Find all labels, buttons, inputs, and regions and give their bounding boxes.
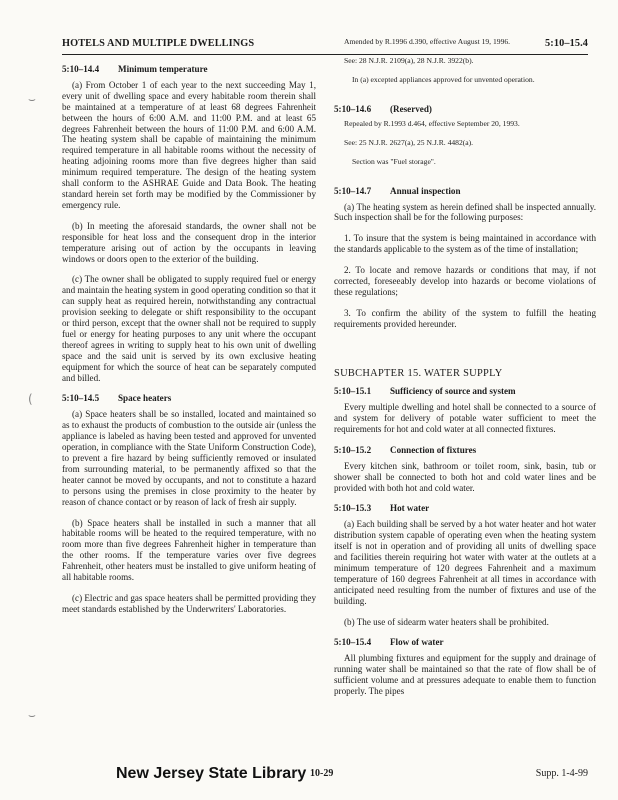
section-heading: [62, 393, 316, 404]
history-note: Repealed by R.1993 d.464, effective September 20, 1993.: [344, 118, 520, 128]
section-number: 5:10–15.4: [334, 637, 372, 648]
subchapter-heading: SUBCHAPTER 15. WATER SUPPLY: [334, 367, 503, 379]
page-footer: [0, 765, 618, 787]
paragraph: (b) In meeting the aforesaid standards, the owner shall not be responsible for heat loss and the consequent drop in the interior temperature arising out of action by the occupants in leaving windows or doors open to the exterior of the building.: [62, 220, 316, 264]
paragraph: (b) Space heaters shall be installed in such a manner that all habitable rooms will be heated to the required temperature, with no room more than five degrees Fahrenheit higher in temperature than the other rooms. If the temperature varies over five degrees Fahrenheit, other heaters must be installed to give uniform heating of all habitable rooms.: [62, 517, 316, 583]
paragraph: (c) Electric and gas space heaters shall be permitted providing they meet standards established by the Underwriters' Laboratories.: [62, 592, 316, 614]
right-column: [334, 38, 596, 707]
section-title: Sufficiency of source and system: [390, 386, 516, 397]
section-title: Annual inspection: [390, 185, 461, 196]
supplement-date: Supp. 1-4-99: [535, 768, 588, 779]
section-range: 5:10–15.4: [545, 38, 588, 49]
section-heading: [334, 445, 596, 456]
paragraph: (a) Each building shall be served by a hot water heater and hot water distribution system capable of operating even when the heating system itself is not in operation and of providing all units of dwelling space and facilities therein requiring hot water with water at the outlets at a minimum temperature of 120 degrees Fahrenheit and a maximum temperature of 160 degrees Fahrenheit at all times in accordance with anticipated need resulting from the number of fixtures and use of the building.: [334, 519, 596, 606]
history-note: Amended by R.1996 d.390, effective August 19, 1996.: [344, 37, 511, 46]
section-title: Connection of fixtures: [390, 444, 477, 455]
section-title: Minimum temperature: [118, 64, 208, 74]
section-title: (Reserved): [390, 103, 432, 114]
binder-hole-mark: ⌣: [28, 708, 36, 722]
binder-hole-mark: (: [28, 392, 33, 406]
chapter-title: HOTELS AND MULTIPLE DWELLINGS: [62, 38, 255, 49]
section-number: 5:10–14.6: [334, 103, 372, 114]
section-heading: [334, 386, 596, 397]
paragraph: (c) The owner shall be obligated to supply required fuel or energy and maintain the heating system in good operating condition so that it can supply heat as required herein, notwithstanding any contractual provision seeking to delegate or shift responsibility to the occupant or third person, except that the owner shall not be required to supply fuel or energy for heating purposes to any unit where the occupant thereof agrees in writing to supply heat to his own unit of dwelling space and the said unit is served by its own exclusive heating equipment for which the source of heat can be separately computed and billed.: [62, 274, 316, 383]
paragraph: (a) From October 1 of each year to the next succeeding May 1, every unit of dwelling space and every habitable room therein shall be maintained at a temperature of at least 68 degrees Fahrenheit between the hours of 6:00 A.M. and 11:00 P.M. and at least 65 degrees Fahrenheit between the hours of 11:00 P.M. and 6:00 A.M. The heating system shall be capable of maintaining the minimum required temperature in all habitable rooms without the necessity of heating adjoining rooms more than five degrees higher than said minimum required temperature. The design of the heating system shall conform to the ASHRAE Guide and Data Book. The heating standard herein set forth may be modified by the Commissioner by emergency rule.: [62, 79, 316, 210]
page-number: 10-29: [310, 768, 334, 779]
paragraph: (b) The use of sidearm water heaters shall be prohibited.: [344, 616, 549, 627]
history-note: See: 25 N.J.R. 2627(a), 25 N.J.R. 4482(a).: [344, 137, 474, 147]
paragraph: (a) The heating system as herein defined shall be inspected annually. Such inspection shall be for the following purposes:: [334, 201, 596, 223]
history-note: See: 28 N.J.R. 2109(a), 28 N.J.R. 3922(b).: [344, 55, 474, 65]
paragraph: Every kitchen sink, bathroom or toilet room, sink, basin, tub or shower shall be connected to both hot and cold water lines and be provided with both hot and cold water.: [334, 460, 596, 493]
section-number: 5:10–14.7: [334, 185, 372, 196]
section-number: 5:10–14.4: [62, 64, 100, 74]
section-heading: [334, 503, 596, 514]
section-heading: [334, 186, 596, 197]
section-number: 5:10–15.1: [334, 386, 372, 397]
paragraph: 3. To confirm the ability of the system to fulfill the heating requirements provided hereunder.: [334, 307, 596, 329]
paragraph: Every multiple dwelling and hotel shall be connected to a source of and system for delivery of potable water sufficient to meet the requirements for hot and cold water at all connected fixtures.: [334, 402, 596, 434]
paragraph: 1. To insure that the system is being maintained in accordance with the standards applicable to the system as of the time of installation;: [334, 233, 596, 255]
paragraph: 2. To locate and remove hazards or conditions that may, if not corrected, foreseeably develop into hazards or become violations of these regulations;: [334, 265, 596, 297]
section-number: 5:10–14.5: [62, 393, 100, 404]
section-title: Flow of water: [390, 637, 444, 648]
history-note: Section was "Fuel storage".: [352, 156, 436, 166]
section-title: Space heaters: [118, 393, 172, 404]
paragraph: All plumbing fixtures and equipment for the supply and drainage of running water shall be maintained so that the rate of flow shall be of sufficient volume and at pressures adequate to enable them to function properly. The pipes: [334, 653, 596, 697]
section-title: Hot water: [390, 503, 430, 514]
history-note: In (a) excepted appliances approved for unvented operation.: [352, 74, 535, 84]
binder-hole-mark: ⌣: [28, 92, 36, 106]
section-number: 5:10–15.3: [334, 503, 372, 514]
library-stamp: New Jersey State Library: [116, 765, 307, 782]
section-number: 5:10–15.2: [334, 444, 372, 455]
left-column: [62, 64, 316, 625]
section-heading: [334, 104, 596, 115]
section-heading: [62, 64, 316, 75]
section-heading: [334, 637, 596, 648]
paragraph: (a) Space heaters shall be so installed, located and maintained so as to exhaust the products of combustion to the outside air (unless the appliance is labeled as having been tested and approved for unvented operation, in compliance with the State Uniform Construction Code), to prevent a fire hazard by being sufficiently removed or insulated from surrounding material, to be permanently affixed so that the heater cannot be moved by occupants, and not to constitute a hazard to persons using the premises in close proximity to the heater by reason of chance contact or by reason of lack of fresh air supply.: [62, 409, 316, 507]
